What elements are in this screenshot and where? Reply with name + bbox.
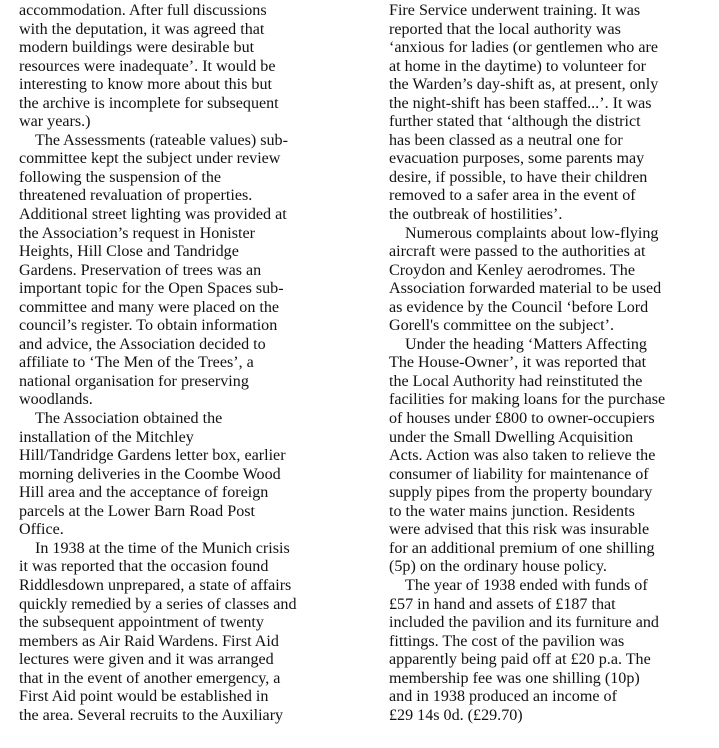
text-line: as evidence by the Council ‘before Lord <box>389 298 649 316</box>
text-line: were advised that this risk was insurable <box>389 521 650 539</box>
text-line: desire, if possible, to have their children <box>389 168 648 186</box>
text-line: further stated that ‘although the district <box>389 113 641 131</box>
text-line: threatened revaluation of properties. <box>19 187 253 205</box>
text-line: parcels at the Lower Barn Road Post <box>19 502 255 520</box>
text-line: £57 in hand and assets of £187 that <box>389 595 616 613</box>
text-line: evacuation purposes, some parents may <box>389 150 645 168</box>
text-line: The House-Owner’, it was reported that <box>389 354 647 372</box>
text-line: war years.) <box>19 113 91 131</box>
text-line: the Local Authority had reinstituted the <box>389 372 643 390</box>
text-line: to the water mains junction. Residents <box>389 502 635 520</box>
text-line: committee kept the subject under review <box>19 150 281 168</box>
text-line: fittings. The cost of the pavilion was <box>389 632 625 650</box>
text-line: membership fee was one shilling (10p) <box>389 669 640 687</box>
text-line: and advice, the Association decided to <box>19 335 266 353</box>
text-line: included the pavilion and its furniture and <box>389 614 659 632</box>
text-line: it was reported that the occasion found <box>19 558 269 576</box>
text-line: has been classed as a neutral one for <box>389 131 623 149</box>
text-line: Additional street lighting was provided at <box>19 206 287 224</box>
text-line: Under the heading ‘Matters Affecting <box>405 335 647 353</box>
text-line: affiliate to ‘The Men of the Trees’, a <box>19 354 254 372</box>
text-line: modern buildings were desirable but <box>19 39 255 57</box>
text-line: accommodation. After full discussions <box>19 2 267 19</box>
text-line: Croydon and Kenley aerodromes. The <box>389 261 635 279</box>
text-line: the area. Several recruits to the Auxiliary <box>19 706 284 724</box>
text-line: council’s register. To obtain information <box>19 317 278 335</box>
text-line: woodlands. <box>19 391 93 409</box>
text-line: of houses under £800 to owner-occupiers <box>389 410 655 428</box>
text-line: Fire Service underwent training. It was <box>389 2 641 19</box>
text-line: for an additional premium of one shilling <box>389 539 655 557</box>
text-line: aircraft were passed to the authorities at <box>389 243 646 261</box>
text-line: Numerous complaints about low-flying <box>405 224 659 242</box>
text-line: apparently being paid off at £20 p.a. The <box>389 651 651 669</box>
text-line: and in 1938 produced an income of <box>389 688 617 706</box>
text-line: interesting to know more about this but <box>19 76 272 94</box>
text-line: important topic for the Open Spaces sub- <box>19 280 284 298</box>
text-line: the Warden’s day-shift as, at present, only <box>389 76 659 94</box>
text-line: Association forwarded material to be used <box>389 280 662 298</box>
text-line: members as Air Raid Wardens. First Aid <box>19 632 279 650</box>
text-line: the archive is incomplete for subsequent <box>19 94 279 112</box>
text-line: national organisation for preserving <box>19 372 249 390</box>
right-text-column <box>389 2 711 725</box>
left-text-column <box>19 2 371 725</box>
text-line: reported that the local authority was <box>389 20 621 38</box>
text-line: resources were inadequate’. It would be <box>19 57 276 75</box>
text-line: The Association obtained the <box>35 410 223 428</box>
text-line: installation of the Mitchley <box>19 428 194 446</box>
text-line: (5p) on the ordinary house policy. <box>389 558 607 576</box>
text-line: The year of 1938 ended with funds of <box>405 576 648 594</box>
text-line: morning deliveries in the Coombe Wood <box>19 465 281 483</box>
text-line: that in the event of another emergency, a <box>19 669 281 687</box>
text-line: consumer of liability for maintenance of <box>389 465 649 483</box>
text-line: Office. <box>19 521 64 539</box>
text-line: supply pipes from the property boundary <box>389 484 653 502</box>
text-line: ‘anxious for ladies (or gentlemen who are <box>389 39 659 57</box>
text-line: under the Small Dwelling Acquisition <box>389 428 634 446</box>
text-line: Heights, Hill Close and Tandridge <box>19 243 239 261</box>
text-line: the night-shift has been staffed...’. It was <box>389 94 652 112</box>
text-line: Gorell's committee on the subject’. <box>389 317 615 335</box>
text-line: Hill/Tandridge Gardens letter box, earlier <box>19 447 286 465</box>
text-line: In 1938 at the time of the Munich crisis <box>35 539 290 557</box>
text-line: £29 14s 0d. (£29.70) <box>389 706 523 724</box>
text-line: Riddlesdown unprepared, a state of affairs <box>19 576 292 594</box>
text-line: The Assessments (rateable values) sub- <box>35 131 288 149</box>
text-line: facilities for making loans for the purchase <box>389 391 666 409</box>
text-line: with the deputation, it was agreed that <box>19 20 265 38</box>
text-line: Gardens. Preservation of trees was an <box>19 261 262 279</box>
text-line: quickly remedied by a series of classes and <box>19 595 297 613</box>
text-line: committee and many were placed on the <box>19 298 280 316</box>
text-line: the Association’s request in Honister <box>19 224 256 242</box>
text-line: Acts. Action was also taken to relieve the <box>389 447 656 465</box>
text-line: at home in the daytime) to volunteer for <box>389 57 646 75</box>
text-line: First Aid point would be established in <box>19 688 269 706</box>
text-line: following the suspension of the <box>19 168 222 186</box>
text-line: lectures were given and it was arranged <box>19 651 274 669</box>
text-line: removed to a safer area in the event of <box>389 187 636 205</box>
text-line: Hill area and the acceptance of foreign <box>19 484 269 502</box>
text-line: the subsequent appointment of twenty <box>19 614 264 632</box>
text-line: the outbreak of hostilities’. <box>389 206 563 224</box>
